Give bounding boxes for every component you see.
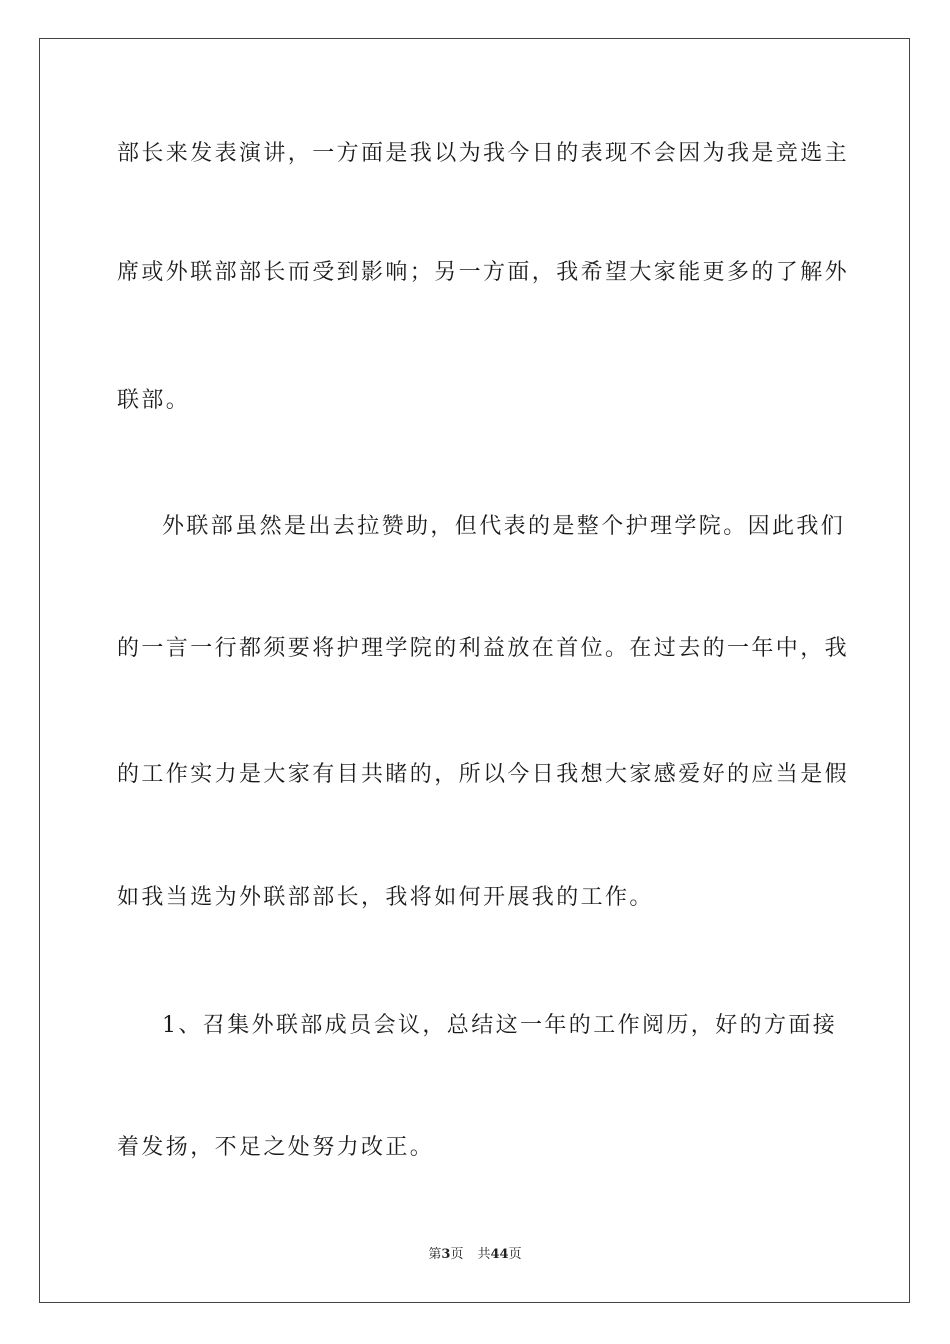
text-line-1: 部长来发表演讲，一方面是我以为我今日的表现不会因为我是竞选主 (117, 141, 850, 166)
footer-page-suffix: 页 (450, 1247, 464, 1262)
text-line-7: 如我当选为外联部部长，我将如何开展我的工作。 (117, 885, 654, 910)
text-line-6: 的工作实力是大家有目共睹的，所以今日我想大家感爱好的应当是假 (117, 762, 850, 787)
page-footer (0, 1246, 950, 1264)
text-line-2: 席或外联部部长而受到影响；另一方面，我希望大家能更多的了解外 (117, 260, 850, 285)
text-line-5: 的一言一行都须要将护理学院的利益放在首位。在过去的一年中，我 (117, 636, 850, 661)
text-line-4: 外联部虽然是出去拉赞助，但代表的是整个护理学院。因此我们 (162, 514, 846, 539)
page-border (39, 38, 910, 1303)
footer-total-pages: 44 (490, 1247, 509, 1262)
text-line-9: 着发扬，不足之处努力改正。 (117, 1135, 435, 1160)
footer-total-prefix: 共 (477, 1247, 491, 1262)
footer-page-prefix: 第 (428, 1247, 442, 1262)
footer-total-suffix: 页 (508, 1247, 522, 1262)
text-line-8: 1、召集外联部成员会议，总结这一年的工作阅历，好的方面接 (162, 1013, 838, 1038)
text-line-3: 联部。 (117, 388, 191, 413)
footer-page-number: 3 (441, 1247, 451, 1262)
